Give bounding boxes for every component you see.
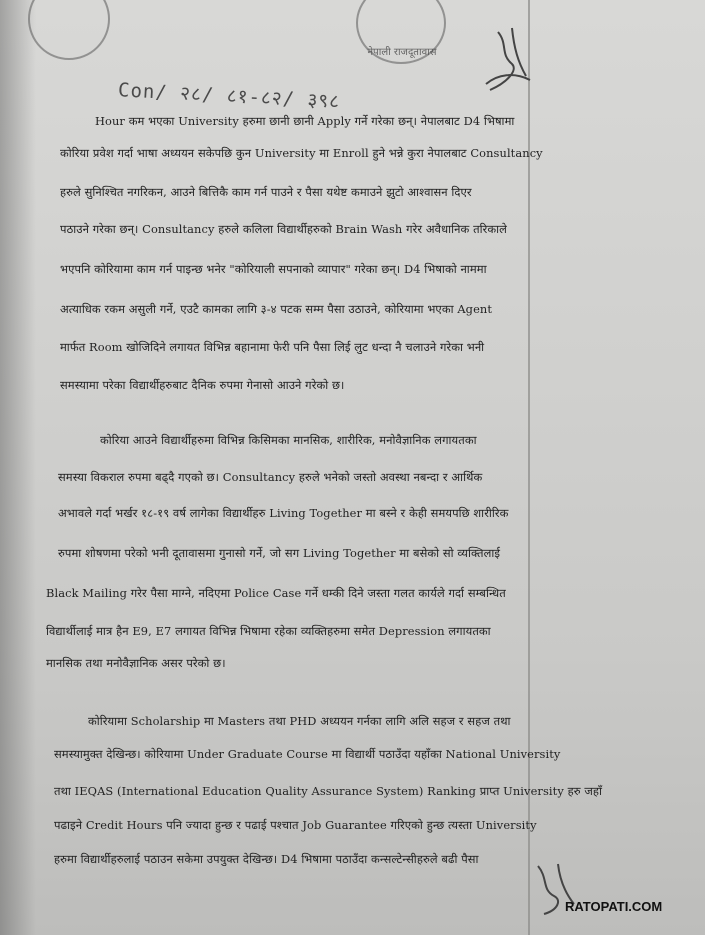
text-line: विद्यार्थीलाई मात्र हैन E9, E7 लगायत विभिन्न भिषामा रहेका व्यक्तिहरुमा समेत Depression लगायतका: [46, 624, 491, 638]
text-line: रुपमा शोषणमा परेको भनी दूतावासमा गुनासो गर्ने, जो सग Living Together मा बसेको सो व्यक्तिलाई: [58, 546, 501, 560]
text-line: मार्फत Room खोजिदिने लगायत विभिन्न बहानामा फेरी पनि पैसा लिई लुट धन्दा नै चलाउने गरेका भनी: [60, 340, 485, 354]
text-line: समस्यामुक्त देखिन्छ। कोरियामा Under Graduate Course मा विद्यार्थी पठाउँदा यहाँका National University: [54, 747, 561, 761]
text-line: कोरिया प्रवेश गर्दा भाषा अध्ययन सकेपछि कुन University मा Enroll हुने भन्ने कुरा नेपालबाट Consultancy: [60, 146, 543, 160]
signature-top: [478, 24, 538, 96]
text-line: Hour कम भएका University हरुमा छानी छानी Apply गर्ने गरेका छन्। नेपालबाट D4 भिषामा: [95, 114, 515, 128]
reference-number: Con/ २८/ ८१-८२/ ३९८: [117, 79, 341, 113]
page-shadow: [0, 0, 36, 935]
text-line: अभावले गर्दा भर्खर १८-१९ वर्ष लागेका विद्यार्थीहरु Living Together मा बस्ने र केही समयपछि शारीरिक: [58, 506, 509, 520]
text-line: तथा IEQAS (International Education Quality Assurance System) Ranking प्राप्त University हरु जहाँ: [54, 784, 603, 798]
text-line: अत्याधिक रकम असुली गर्ने, एउटै कामका लागि ३-४ पटक सम्म पैसा उठाउने, कोरियामा भएका Agent: [60, 302, 493, 316]
seal-text: नेपाली राजदूतावास: [367, 47, 437, 58]
text-line: मानसिक तथा मनोवैज्ञानिक असर परेको छ।: [46, 656, 226, 670]
text-line: पठाउने गरेका छन्। Consultancy हरुले कलिला विद्यार्थीहरुको Brain Wash गरेर अवैधानिक तरिकाले: [60, 222, 507, 236]
text-line: पढाइने Credit Hours पनि ज्यादा हुन्छ र पढाई पश्चात Job Guarantee गरिएको हुन्छ त्यस्ता University: [54, 818, 537, 832]
site-watermark: RATOPATI.COM: [565, 899, 663, 914]
text-line: समस्या विकराल रुपमा बढ्दै गएको छ। Consultancy हरुले भनेको जस्तो अवस्था नबन्दा र आर्थिक: [58, 470, 483, 484]
embassy-emblem-left: [28, 0, 110, 60]
text-line: समस्यामा परेका विद्यार्थीहरुबाट दैनिक रुपमा गेनासो आउने गरेको छ।: [60, 378, 345, 392]
text-line: हरुमा विद्यार्थीहरुलाई पठाउन सकेमा उपयुक्त देखिन्छ। D4 भिषामा पठाउँदा कन्सल्टेन्सीहरुले बढी पैसा: [54, 852, 479, 866]
text-line: भएपनि कोरियामा काम गर्न पाइन्छ भनेर "कोरियाली सपनाको व्यापार" गरेका छन्। D4 भिषाको नाममा: [60, 262, 487, 276]
text-line: कोरियामा Scholarship मा Masters तथा PHD अध्ययन गर्नका लागि अलि सहज र सहज तथा: [88, 714, 511, 728]
text-line: कोरिया आउने विद्यार्थीहरुमा विभिन्न किसिमका मानसिक, शारीरिक, मनोवैज्ञानिक लगायतका: [100, 433, 477, 447]
text-line: Black Mailing गरेर पैसा माग्ने, नदिएमा Police Case गर्ने धम्की दिने जस्ता गलत कार्यले गर्दा सम्बन्धित: [46, 586, 506, 600]
text-line: हरुले सुनिश्चित नगरिकन, आउने बित्तिकै काम गर्न पाउने र पैसा यथेष्ट कमाउने झुटो आश्वासन दिएर: [60, 185, 472, 199]
